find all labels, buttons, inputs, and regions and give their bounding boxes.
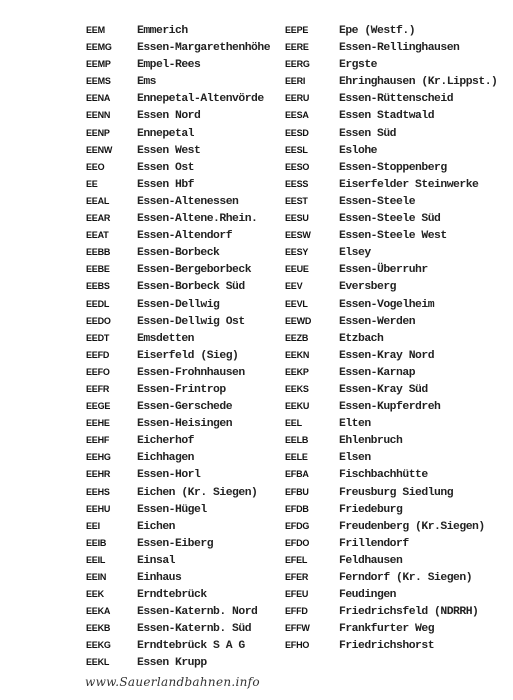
list-item [285, 435, 497, 452]
list-item [86, 555, 270, 572]
station-code: EEBE [86, 264, 110, 275]
station-name: Feudingen [339, 589, 397, 602]
list-item [86, 128, 270, 145]
station-name: Ehlenbruch [339, 435, 403, 448]
station-code: EEIN [86, 572, 107, 582]
list-item [86, 110, 270, 127]
list-item [86, 572, 270, 589]
station-name: Essen-Stoppenberg [339, 161, 447, 174]
station-code: EEZB [285, 332, 309, 343]
station-code: EEIL [86, 554, 106, 565]
right-column [285, 25, 497, 657]
list-item [285, 333, 497, 350]
list-item [86, 59, 270, 76]
station-code: EEMP [86, 59, 111, 70]
list-item [285, 606, 497, 623]
station-code: EELE [285, 452, 308, 463]
station-name: Essen-Überruhr [339, 264, 428, 277]
station-name: Frankfurter Weg [339, 623, 435, 636]
station-name: Essen-Katernb. Süd [137, 623, 252, 636]
list-item [86, 504, 270, 521]
list-item [285, 487, 497, 504]
station-name: Essen-Borbeck Süd [137, 281, 245, 294]
list-item [86, 93, 270, 110]
station-name: Ergste [339, 59, 378, 72]
station-name: Ehringhausen (Kr.Lippst.) [339, 76, 498, 89]
station-code: EEKP [285, 366, 309, 377]
station-code: EEHF [86, 435, 110, 446]
list-item [86, 213, 270, 230]
list-item [285, 384, 497, 401]
station-name: Essen-Altene.Rhein. [137, 213, 258, 226]
station-name: Friedrichshorst [339, 640, 435, 653]
station-name: Eichen (Kr. Siegen) [137, 486, 258, 499]
station-name: Einhaus [137, 572, 182, 584]
list-item [86, 333, 270, 350]
station-code: EEM [86, 25, 105, 35]
list-item [86, 418, 270, 435]
station-code: EEHR [86, 469, 111, 480]
station-name: Essen Nord [137, 110, 201, 123]
station-code: EEHG [86, 452, 111, 463]
station-code: EEO [86, 161, 105, 172]
station-code: EEDL [86, 298, 110, 309]
station-name: Feldhausen [339, 554, 403, 567]
list-item [86, 179, 270, 196]
station-code: EERI [285, 76, 306, 87]
station-name: Eichen [137, 520, 176, 533]
list-item [285, 110, 497, 127]
station-code: EEFR [86, 383, 110, 394]
station-code: EERU [285, 93, 310, 104]
station-code: EEAT [86, 230, 109, 241]
list-item [86, 281, 270, 298]
station-code: EFBA [285, 469, 309, 480]
station-name: Essen-Hügel [137, 503, 207, 516]
list-item [86, 606, 270, 623]
station-code: EEST [285, 195, 308, 206]
station-name: Essen-Heisingen [137, 418, 233, 431]
list-item [285, 281, 497, 298]
station-name: Freusburg Siedlung [339, 486, 454, 499]
station-code: EEKU [285, 401, 310, 412]
station-code: EEKS [285, 383, 309, 394]
station-code: EESO [285, 161, 310, 172]
list-item [86, 76, 270, 93]
station-code: EEKG [86, 640, 111, 651]
station-name: Eslohe [339, 144, 378, 157]
station-name: Essen-Rüttenscheid [339, 93, 454, 106]
station-name: Essen-Altenessen [137, 195, 239, 208]
list-item [285, 179, 497, 196]
station-code: EESS [285, 178, 309, 189]
list-item [285, 367, 497, 384]
station-name: Ferndorf (Kr. Siegen) [339, 572, 473, 584]
station-code: EEBS [86, 281, 110, 292]
list-item [285, 213, 497, 230]
station-code: EEHS [86, 486, 110, 497]
station-code: EESA [285, 110, 309, 121]
station-code: EEDT [86, 332, 110, 343]
station-name: Emmerich [137, 25, 188, 37]
station-name: Elsen [339, 452, 371, 465]
station-name: Essen-Frintrop [137, 383, 226, 396]
list-item [285, 572, 497, 589]
list-item [285, 538, 497, 555]
station-name: Emsdetten [137, 332, 195, 345]
station-code: EESL [285, 144, 308, 155]
station-name: Essen-Rellinghausen [339, 42, 460, 55]
station-name: Essen-Steele West [339, 230, 447, 243]
station-name: Erndtebrück [137, 589, 207, 602]
list-item [86, 42, 270, 59]
list-item [86, 487, 270, 504]
station-code: EEBB [86, 247, 111, 258]
station-name: Friedeburg [339, 503, 403, 516]
list-item [285, 162, 497, 179]
station-code: EEIB [86, 537, 107, 548]
station-name: Essen-Werden [339, 315, 416, 328]
station-code: EE [86, 178, 98, 189]
list-item [86, 247, 270, 264]
station-code: EEMG [86, 42, 112, 53]
list-item [285, 418, 497, 435]
list-item [86, 521, 270, 538]
station-code: EEK [86, 589, 104, 600]
station-name: Ems [137, 76, 157, 89]
station-code: EEKL [86, 657, 110, 668]
station-name: Eiserfeld (Sieg) [137, 349, 239, 362]
list-item [86, 367, 270, 384]
station-name: Eicherhof [137, 435, 195, 448]
list-item [285, 350, 497, 367]
list-item [285, 640, 497, 657]
list-item [285, 316, 497, 333]
list-item [285, 42, 497, 59]
station-code: EEKN [285, 349, 310, 360]
station-code: EFDG [285, 520, 310, 531]
station-code: EESD [285, 127, 309, 138]
station-code: EEAR [86, 213, 111, 224]
station-code: EFER [285, 572, 309, 582]
station-code: EENW [86, 144, 113, 155]
list-item [86, 25, 270, 42]
list-item [86, 589, 270, 606]
station-code: EFDB [285, 503, 309, 514]
station-name: Epe (Westf.) [339, 25, 416, 37]
station-name: Ennepetal [137, 127, 195, 140]
station-name: Essen-Gerschede [137, 401, 233, 414]
station-code: EERE [285, 42, 309, 53]
station-code: EEPE [285, 25, 309, 35]
station-name: Essen-Kray Süd [339, 383, 428, 396]
station-name: Essen Süd [339, 127, 397, 140]
station-name: Freudenberg (Kr.Siegen) [339, 520, 485, 533]
station-code: EESY [285, 247, 309, 258]
list-item [285, 401, 497, 418]
station-name: Essen-Steele Süd [339, 213, 441, 226]
list-item [86, 623, 270, 640]
station-name: Essen-Horl [137, 469, 201, 482]
list-item [285, 555, 497, 572]
station-code: EEDO [86, 315, 111, 326]
list-item [285, 452, 497, 469]
station-name: Essen-Karnap [339, 366, 416, 379]
station-code: EEFO [86, 366, 110, 377]
station-code: EEWD [285, 315, 312, 326]
list-item [86, 435, 270, 452]
list-item [285, 247, 497, 264]
station-name: Elsey [339, 247, 371, 260]
station-code: EENN [86, 110, 111, 121]
list-item [285, 469, 497, 486]
station-name: Eichhagen [137, 452, 195, 465]
list-item [86, 350, 270, 367]
station-code: EEMS [86, 76, 111, 87]
list-item [285, 589, 497, 606]
list-item [86, 230, 270, 247]
list-item [86, 264, 270, 281]
station-code: EEHE [86, 418, 110, 429]
station-code: EEHU [86, 503, 111, 514]
station-code: EEUE [285, 264, 309, 275]
list-item [285, 504, 497, 521]
station-code: EFEL [285, 554, 308, 565]
list-item [285, 25, 497, 42]
station-code: EENP [86, 127, 110, 138]
station-name: Erndtebrück S A G [137, 640, 245, 653]
list-item [285, 59, 497, 76]
station-name: Fischbachhütte [339, 469, 428, 482]
station-code: EFFW [285, 623, 310, 634]
list-item [285, 196, 497, 213]
station-name: Essen-Dellwig Ost [137, 315, 245, 328]
station-name: Essen-Margarethenhöhe [137, 42, 271, 55]
station-code: EEGE [86, 401, 111, 412]
station-code: EEAL [86, 195, 110, 206]
station-name: Eiserfelder Steinwerke [339, 178, 479, 191]
list-item [86, 316, 270, 333]
station-name: Essen Hbf [137, 178, 195, 191]
station-code: EFHO [285, 640, 310, 651]
list-item [285, 264, 497, 281]
list-item [285, 128, 497, 145]
station-name: Essen-Altendorf [137, 230, 233, 243]
station-code: EESW [285, 230, 311, 241]
station-name: Essen-Kray Nord [339, 349, 435, 362]
list-item [285, 93, 497, 110]
list-item [285, 145, 497, 162]
list-item [86, 401, 270, 418]
list-item [285, 521, 497, 538]
station-name: Etzbach [339, 332, 384, 345]
station-name: Essen-Borbeck [137, 247, 220, 260]
station-code: EELB [285, 435, 309, 446]
station-code: EEVL [285, 298, 308, 309]
station-name: Einsal [137, 554, 176, 567]
station-code: EFFD [285, 606, 308, 617]
station-code: EFBU [285, 486, 309, 497]
list-item [86, 145, 270, 162]
station-code: EENA [86, 93, 111, 104]
list-item [285, 299, 497, 316]
list-item [86, 452, 270, 469]
station-code: EEFD [86, 349, 110, 360]
station-name: Essen-Kupferdreh [339, 401, 441, 414]
station-name: Frillendorf [339, 537, 409, 550]
list-item [86, 657, 270, 674]
footer-watermark: www.Sauerlandbahnen.info [85, 675, 260, 689]
list-item [285, 76, 497, 93]
station-code: EEKB [86, 623, 111, 634]
station-name: Essen-Eiberg [137, 537, 214, 550]
list-item [86, 196, 270, 213]
station-code: EEKA [86, 606, 111, 617]
station-name: Eversberg [339, 281, 397, 294]
list-item [86, 640, 270, 657]
station-code: EESU [285, 213, 309, 224]
station-name: Essen-Katernb. Nord [137, 606, 258, 619]
station-code: EEL [285, 418, 302, 429]
station-name: Friedrichsfeld (NDRRH) [339, 606, 479, 619]
station-name: Essen-Bergeborbeck [137, 264, 252, 277]
station-code: EEI [86, 520, 100, 531]
list-item [86, 538, 270, 555]
station-name: Elten [339, 418, 371, 431]
station-name: Essen Ost [137, 161, 195, 174]
station-code: EFDO [285, 537, 310, 548]
station-name: Essen Stadtwald [339, 110, 435, 123]
station-code: EERG [285, 59, 310, 70]
station-name: Essen-Dellwig [137, 298, 220, 311]
station-name: Essen West [137, 144, 201, 157]
list-item [86, 469, 270, 486]
list-item [285, 623, 497, 640]
station-code: EEV [285, 281, 303, 292]
station-name: Essen Krupp [137, 657, 207, 670]
station-name: Essen-Vogelheim [339, 298, 435, 311]
list-item [86, 384, 270, 401]
left-column [86, 25, 270, 675]
station-name: Essen-Steele [339, 195, 416, 208]
list-item [86, 299, 270, 316]
station-name: Essen-Frohnhausen [137, 366, 245, 379]
list-item [285, 230, 497, 247]
station-name: Ennepetal-Altenvörde [137, 93, 264, 106]
station-name: Empel-Rees [137, 59, 201, 72]
list-item [86, 162, 270, 179]
station-code: EFEU [285, 589, 309, 600]
